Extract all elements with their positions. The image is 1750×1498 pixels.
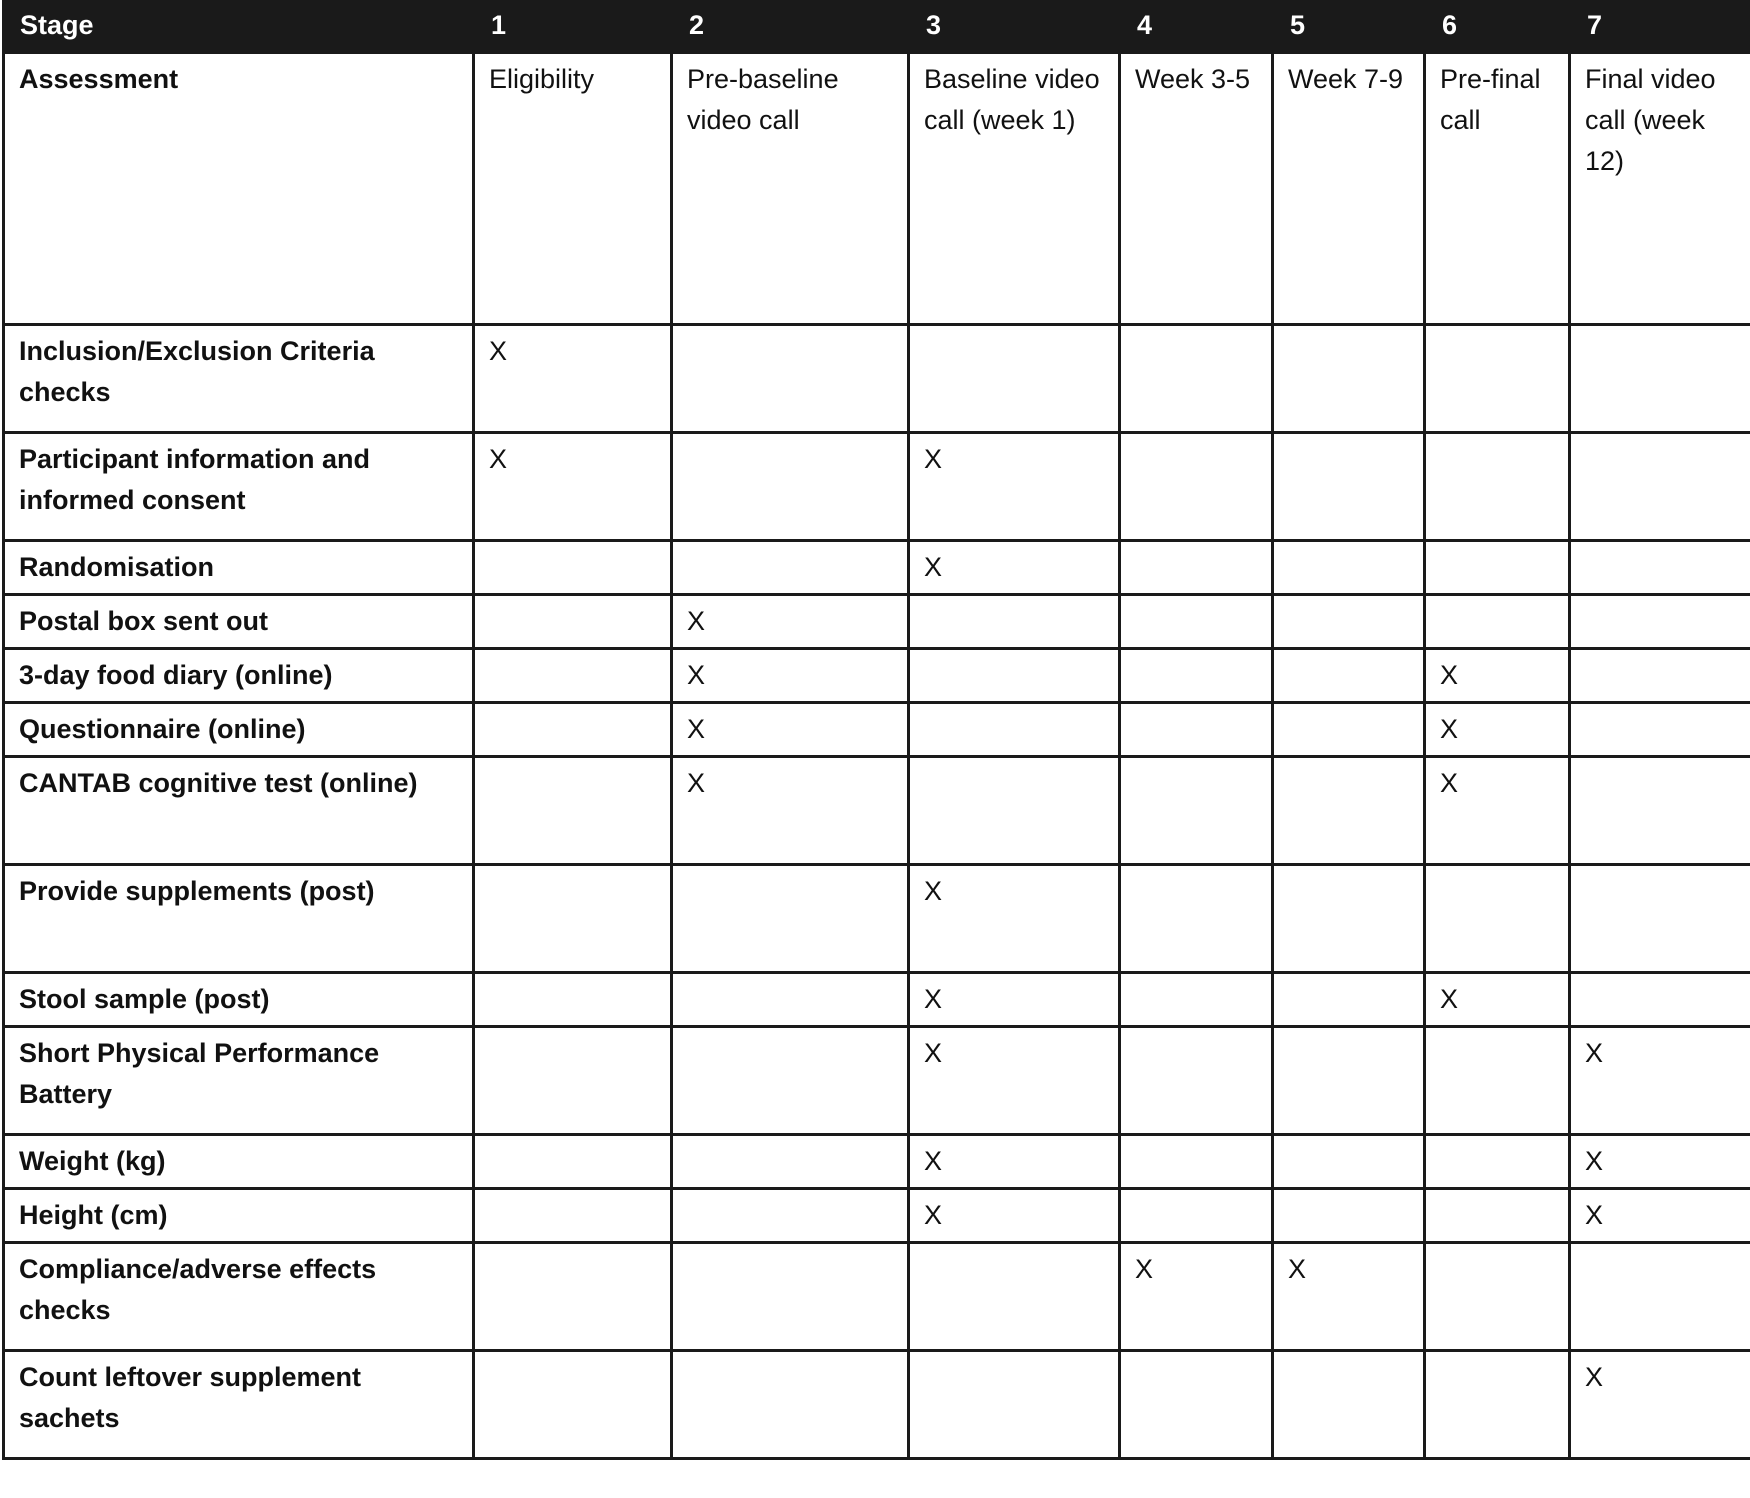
assessment-row [4, 757, 1750, 865]
assessment-mark-cell [1273, 649, 1425, 703]
assessment-mark-cell [909, 325, 1120, 433]
assessment-mark-cell: X [1120, 1243, 1273, 1351]
assessment-mark-cell [1570, 757, 1750, 865]
assessment-mark-cell: X [1425, 649, 1570, 703]
assessment-mark-cell [672, 1351, 909, 1459]
assessment-row [4, 1189, 1750, 1243]
assessment-label: Stool sample (post) [4, 973, 474, 1027]
assessment-mark-cell [1425, 865, 1570, 973]
assessment-mark-cell [474, 865, 672, 973]
stage-number: 4 [1120, 2, 1273, 53]
assessment-mark-cell [1120, 703, 1273, 757]
assessment-row [4, 865, 1750, 973]
assessment-mark-cell [1120, 757, 1273, 865]
assessment-mark-cell: X [474, 433, 672, 541]
assessment-mark-cell [909, 1351, 1120, 1459]
assessment-label: Provide supplements (post) [4, 865, 474, 973]
assessment-mark-cell [1425, 1189, 1570, 1243]
assessment-mark-cell: X [909, 1027, 1120, 1135]
assessment-mark-cell [1425, 325, 1570, 433]
assessment-mark-cell [909, 595, 1120, 649]
assessment-mark-cell [672, 1135, 909, 1189]
assessment-mark-cell [1120, 649, 1273, 703]
assessment-mark-cell [474, 1351, 672, 1459]
visit-name: Pre-baseline video call [672, 53, 909, 325]
assessment-mark-cell [1120, 433, 1273, 541]
assessment-row [4, 1135, 1750, 1189]
assessment-label: Height (cm) [4, 1189, 474, 1243]
assessment-mark-cell: X [909, 973, 1120, 1027]
assessment-mark-cell [1120, 595, 1273, 649]
assessment-mark-cell [1425, 595, 1570, 649]
assessment-mark-cell [909, 1243, 1120, 1351]
assessment-mark-cell [1425, 1351, 1570, 1459]
assessment-mark-cell [1273, 703, 1425, 757]
assessment-row [4, 541, 1750, 595]
visit-name: Pre-final call [1425, 53, 1570, 325]
assessment-mark-cell [672, 1243, 909, 1351]
assessment-mark-cell [1425, 1027, 1570, 1135]
assessment-mark-cell [1425, 541, 1570, 595]
assessment-mark-cell [1273, 1135, 1425, 1189]
assessment-mark-cell [1273, 1027, 1425, 1135]
assessment-mark-cell [1120, 1027, 1273, 1135]
assessment-mark-cell [672, 325, 909, 433]
assessment-mark-cell [1120, 973, 1273, 1027]
visit-name: Week 7-9 [1273, 53, 1425, 325]
assessment-row [4, 325, 1750, 433]
stage-header-row [4, 2, 1750, 53]
assessment-label: Postal box sent out [4, 595, 474, 649]
assessment-mark-cell [474, 649, 672, 703]
assessment-mark-cell [474, 541, 672, 595]
assessment-mark-cell [909, 757, 1120, 865]
visit-name: Eligibility [474, 53, 672, 325]
assessment-mark-cell [909, 649, 1120, 703]
assessment-row [4, 1351, 1750, 1459]
assessment-mark-cell [1120, 541, 1273, 595]
assessment-mark-cell [1570, 595, 1750, 649]
assessment-mark-cell [1120, 325, 1273, 433]
assessment-mark-cell: X [1425, 757, 1570, 865]
assessment-mark-cell: X [1570, 1027, 1750, 1135]
assessment-mark-cell [1273, 1351, 1425, 1459]
assessment-label: Count leftover supplement sachets [4, 1351, 474, 1459]
assessment-mark-cell: X [672, 757, 909, 865]
assessment-label: Inclusion/Exclusion Criteria checks [4, 325, 474, 433]
assessment-mark-cell [1273, 973, 1425, 1027]
assessment-mark-cell [474, 973, 672, 1027]
assessment-mark-cell [909, 703, 1120, 757]
assessment-mark-cell [1120, 865, 1273, 973]
assessment-mark-cell [1273, 865, 1425, 973]
assessment-mark-cell [1120, 1189, 1273, 1243]
assessment-label: Randomisation [4, 541, 474, 595]
assessment-mark-cell [1120, 1135, 1273, 1189]
visit-name: Week 3-5 [1120, 53, 1273, 325]
assessment-mark-cell [474, 1027, 672, 1135]
assessment-mark-cell: X [909, 1135, 1120, 1189]
assessment-mark-cell: X [909, 1189, 1120, 1243]
assessment-mark-cell [672, 1027, 909, 1135]
stage-number: 7 [1570, 2, 1750, 53]
assessment-row [4, 973, 1750, 1027]
visit-name-row [4, 53, 1750, 325]
assessment-mark-cell [474, 1243, 672, 1351]
assessment-mark-cell [1570, 1243, 1750, 1351]
assessment-mark-cell [672, 541, 909, 595]
stage-number: 1 [474, 2, 672, 53]
assessment-mark-cell [1273, 433, 1425, 541]
assessment-mark-cell: X [1425, 973, 1570, 1027]
assessment-mark-cell [1273, 325, 1425, 433]
assessment-mark-cell: X [672, 703, 909, 757]
assessment-label: Participant information and informed consent [4, 433, 474, 541]
assessment-mark-cell [672, 973, 909, 1027]
assessment-label: Compliance/adverse effects checks [4, 1243, 474, 1351]
assessment-mark-cell: X [1570, 1351, 1750, 1459]
assessment-mark-cell [1273, 595, 1425, 649]
assessment-label: Questionnaire (online) [4, 703, 474, 757]
assessment-label: Short Physical Performance Battery [4, 1027, 474, 1135]
assessment-mark-cell [1570, 433, 1750, 541]
stage-header-label: Stage [4, 2, 474, 53]
assessment-mark-cell [672, 433, 909, 541]
assessment-mark-cell [1570, 541, 1750, 595]
stage-number: 6 [1425, 2, 1570, 53]
assessment-header-label: Assessment [4, 53, 474, 325]
assessment-mark-cell: X [909, 541, 1120, 595]
assessment-row [4, 1027, 1750, 1135]
assessment-mark-cell [474, 757, 672, 865]
assessment-label: CANTAB cognitive test (online) [4, 757, 474, 865]
visit-name: Baseline video call (week 1) [909, 53, 1120, 325]
assessment-mark-cell [1570, 865, 1750, 973]
assessment-mark-cell: X [474, 325, 672, 433]
assessment-mark-cell [474, 1189, 672, 1243]
assessment-mark-cell: X [672, 595, 909, 649]
assessment-mark-cell [1570, 703, 1750, 757]
assessment-mark-cell [1273, 757, 1425, 865]
assessment-mark-cell: X [909, 865, 1120, 973]
assessment-mark-cell: X [1570, 1135, 1750, 1189]
stage-number: 3 [909, 2, 1120, 53]
assessment-row [4, 433, 1750, 541]
assessment-mark-cell [474, 703, 672, 757]
stage-number: 2 [672, 2, 909, 53]
assessment-mark-cell [1425, 1135, 1570, 1189]
assessment-mark-cell [474, 595, 672, 649]
assessment-row [4, 1243, 1750, 1351]
assessment-mark-cell [1570, 649, 1750, 703]
assessment-row [4, 649, 1750, 703]
assessment-mark-cell: X [1425, 703, 1570, 757]
assessment-mark-cell [1570, 325, 1750, 433]
assessment-mark-cell [1425, 433, 1570, 541]
assessment-label: 3-day food diary (online) [4, 649, 474, 703]
assessment-mark-cell [672, 1189, 909, 1243]
assessment-mark-cell: X [672, 649, 909, 703]
assessment-row [4, 703, 1750, 757]
assessment-mark-cell [1570, 973, 1750, 1027]
assessment-mark-cell [1273, 1189, 1425, 1243]
assessment-mark-cell [672, 865, 909, 973]
assessment-mark-cell: X [1273, 1243, 1425, 1351]
assessment-mark-cell [1273, 541, 1425, 595]
assessment-mark-cell: X [1570, 1189, 1750, 1243]
assessment-mark-cell: X [909, 433, 1120, 541]
assessment-row [4, 595, 1750, 649]
assessment-schedule-table [2, 0, 1750, 1460]
assessment-label: Weight (kg) [4, 1135, 474, 1189]
visit-name: Final video call (week 12) [1570, 53, 1750, 325]
assessment-mark-cell [474, 1135, 672, 1189]
stage-number: 5 [1273, 2, 1425, 53]
assessment-mark-cell [1425, 1243, 1570, 1351]
assessment-mark-cell [1120, 1351, 1273, 1459]
